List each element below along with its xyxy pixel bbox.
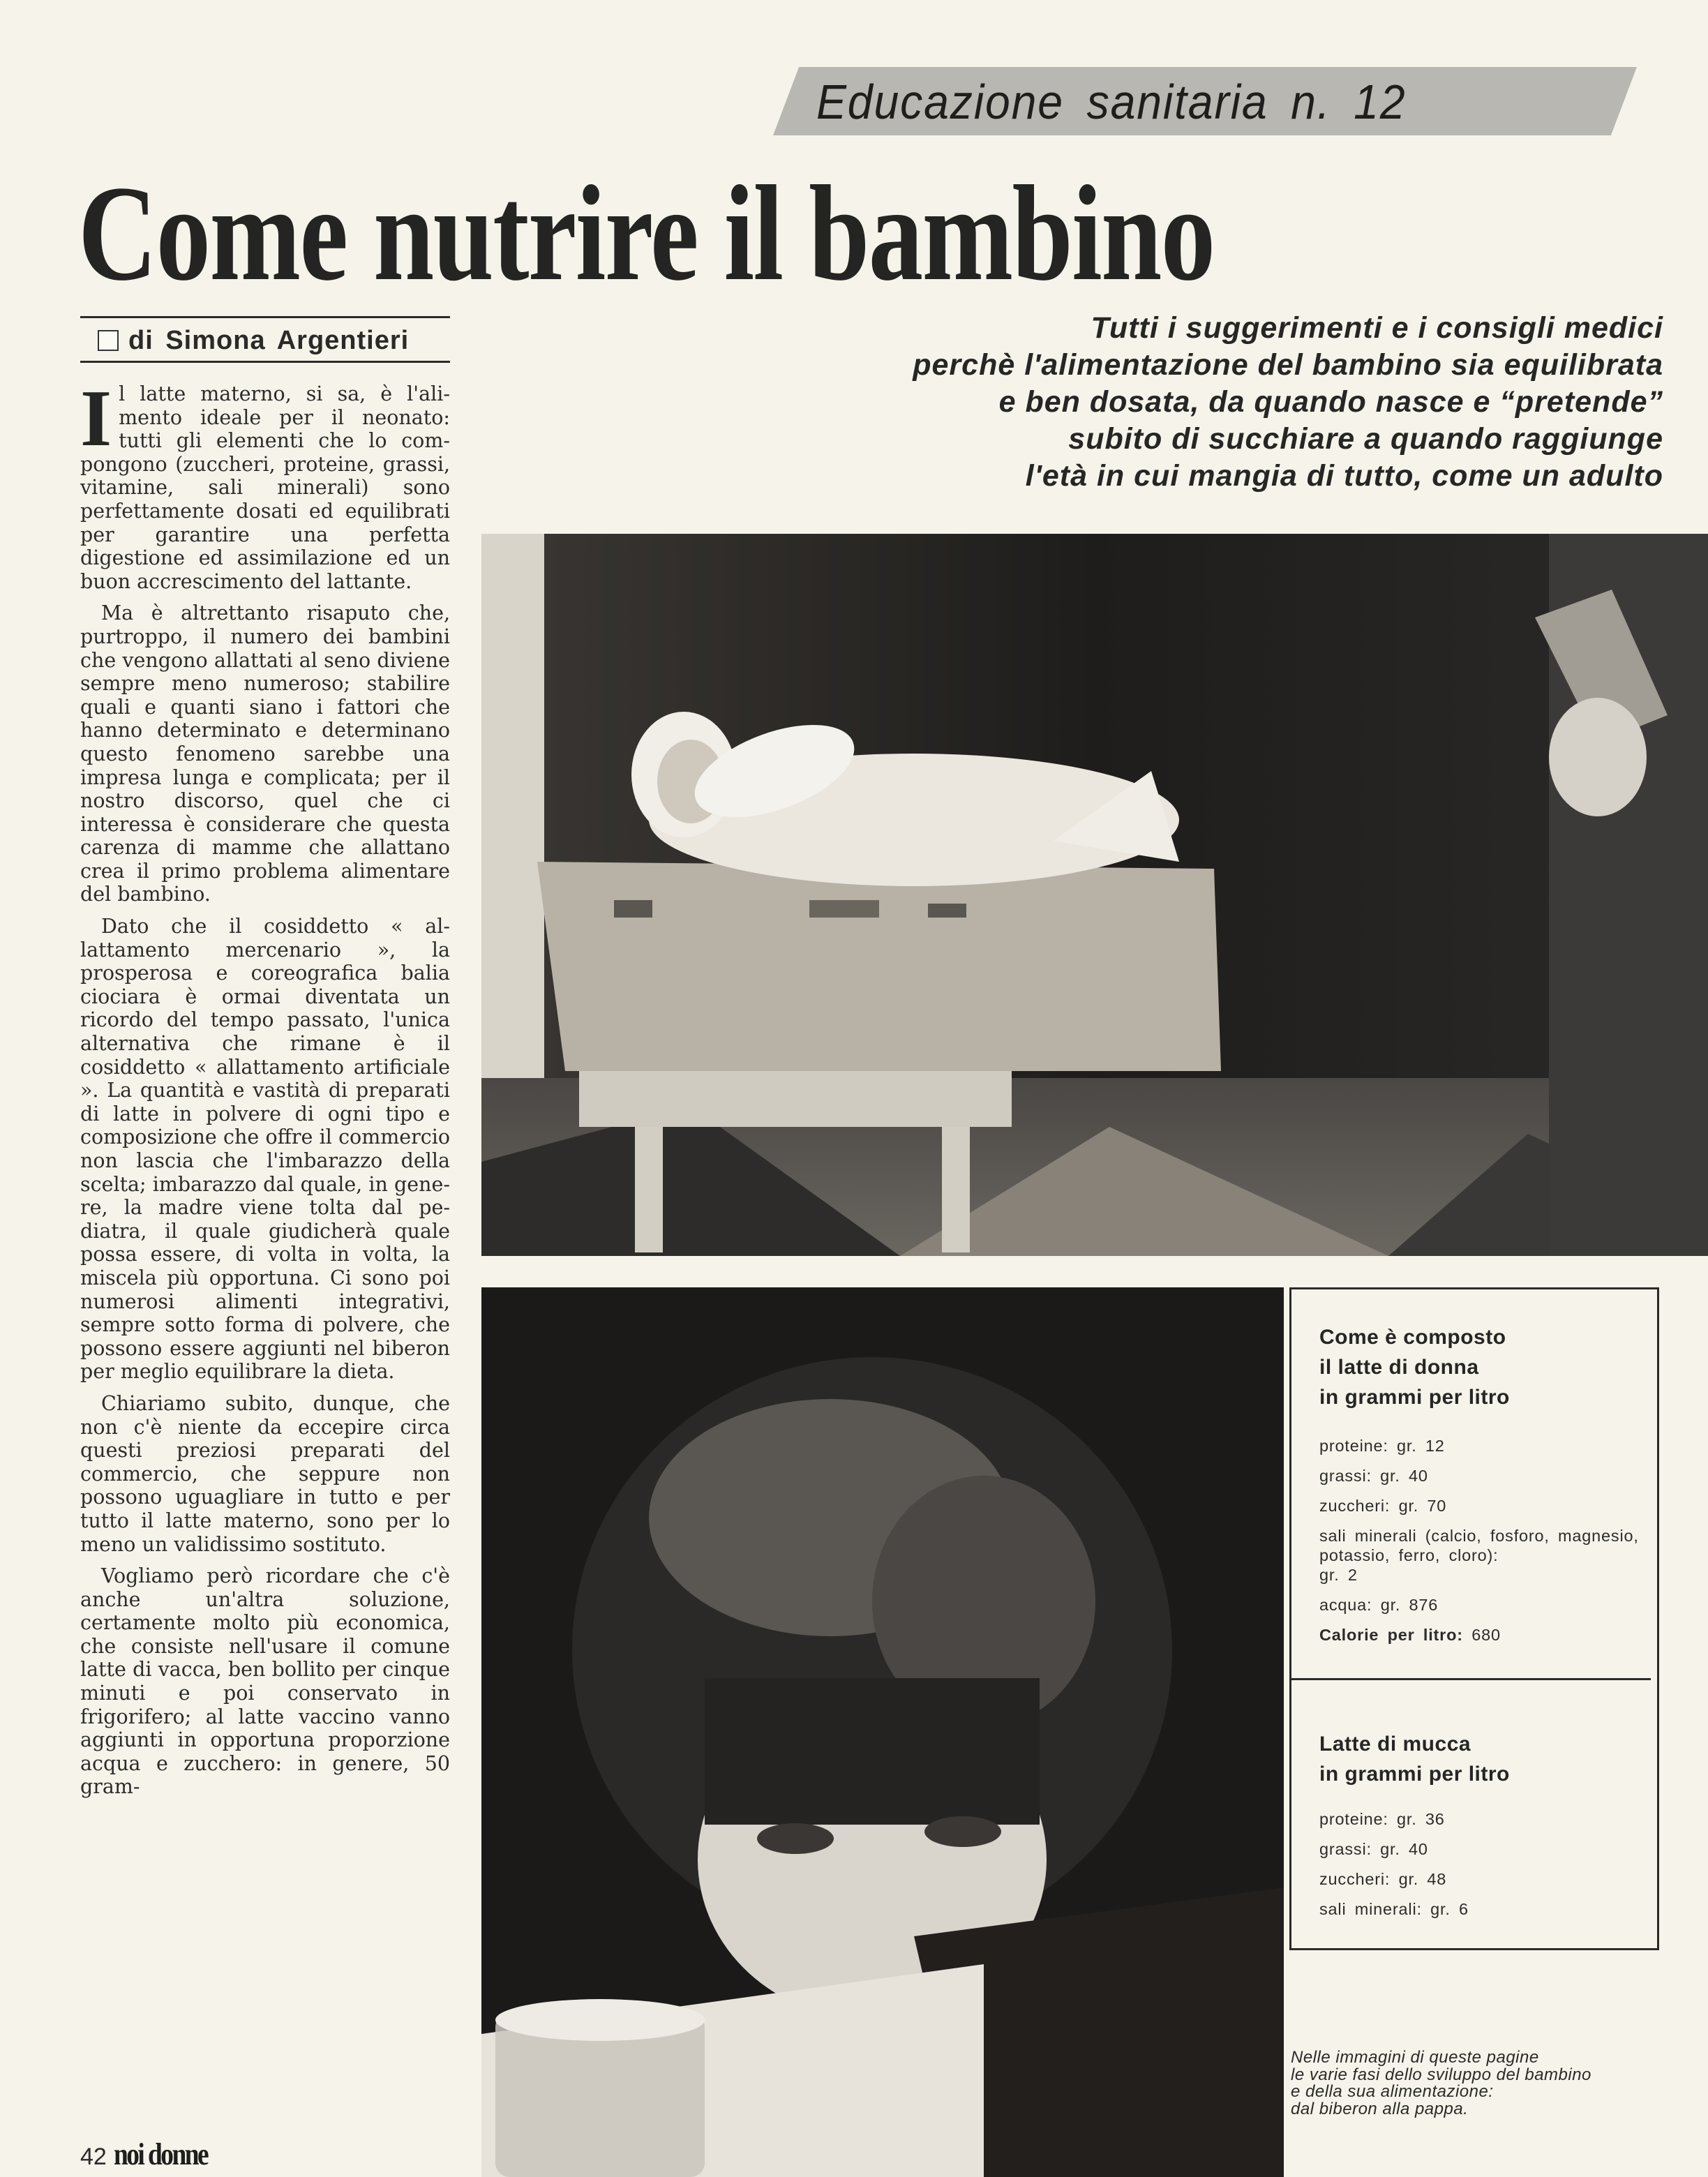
body-paragraph: Dato che il cosiddetto « allattamento mercenario », la prosperosa e coreografica balia ciociara è ormai diventata un ricordo del tempo passato, l'unica alternativa che rimane è il cosiddetto « allattamento artificiale ». La quantità e vastità di preparati di latte in polvere di ogni tipo e composizione che offre il commercio non lascia che l'imbarazzo della scelta; imbarazzo dal quale, in genere, la madre viene tolta dal pediatra, il quale giudicherà quale possa essere, di volta in volta, la miscela più opportuna. Ci sono poi numerosi alimenti integrativi, sempre sotto forma di polvere, che possono essere aggiunti nel biberon per meglio equilibrare la dieta.: [80, 915, 450, 1384]
byline-rule-top: [80, 316, 450, 318]
nutrient-label: grassi:: [1319, 1467, 1372, 1485]
photo-baby-cradle-illustration: [481, 534, 1708, 1256]
standfirst-line: Tutti i suggerimenti e i consigli medici: [1091, 311, 1663, 345]
magazine-logo: noi donne: [113, 2137, 207, 2171]
nutrient-row: [1319, 1899, 1643, 1919]
caption-line: dal biberon alla pappa.: [1291, 2099, 1469, 2118]
photo-caption: [1291, 2049, 1681, 2118]
heading-line: Latte di mucca: [1319, 1733, 1471, 1756]
nutrient-row: [1319, 1595, 1643, 1615]
calories-value: 680: [1471, 1626, 1501, 1644]
paragraph-text: l latte materno, si sa, è l'alimento ideale per il neonato: tutti gli elementi che lo compongono (zuccheri, proteine, grassi, vitamine, sali minerali) sono perfettamente dosati ed equilibrati per garantire una perfetta digestione ed assimilazione ed un buon accrescimento del lattante.: [80, 382, 450, 593]
standfirst-line: l'età in cui mangia di tutto, come un adulto: [1025, 459, 1663, 493]
photo-baby-cradle: [481, 534, 1708, 1256]
cow-milk-list: [1319, 1809, 1643, 1929]
nutrient-value: gr. 2: [1319, 1566, 1358, 1584]
nutrient-value: gr. 48: [1398, 1870, 1447, 1888]
heading-line: il latte di donna: [1319, 1356, 1479, 1379]
nutrient-row: [1319, 1869, 1643, 1889]
nutrient-label: proteine:: [1319, 1810, 1388, 1828]
article-title: Come nutrire il bambino: [78, 158, 1215, 309]
human-milk-heading: [1319, 1322, 1510, 1412]
byline-rule-bottom: [80, 361, 450, 363]
page-number: 42: [80, 2144, 107, 2170]
nutrient-label: acqua:: [1319, 1596, 1372, 1614]
body-paragraph: Chiariamo subito, dunque, che non c'è niente da eccepire circa questi preziosi preparati del commercio, che seppure non possono uguagliare in tutto e per tutto il latte materno, sono per lo meno un validissimo sostituto.: [80, 1391, 450, 1556]
heading-line: Come è composto: [1319, 1326, 1506, 1349]
calories-row: [1319, 1625, 1643, 1645]
nutrient-value: gr. 40: [1380, 1840, 1428, 1858]
author-name: di Simona Argentieri: [128, 325, 410, 355]
nutrient-row: [1319, 1526, 1643, 1585]
standfirst-line: subito di succhiare a quando raggiunge: [1068, 422, 1663, 456]
photo-child-glass: [481, 1287, 1284, 2177]
standfirst-line: e ben dosata, da quando nasce e “pretende”: [998, 385, 1663, 419]
nutrient-value: gr. 6: [1430, 1900, 1469, 1918]
heading-line: in grammi per litro: [1319, 1763, 1510, 1786]
cow-milk-heading: [1319, 1729, 1510, 1789]
nutrient-row: [1319, 1496, 1643, 1516]
nutrient-label: sali minerali:: [1319, 1900, 1422, 1918]
human-milk-list: [1319, 1436, 1643, 1655]
nutrient-value: gr. 40: [1380, 1467, 1428, 1485]
calories-label: Calorie per litro:: [1319, 1626, 1463, 1644]
nutrient-label: zuccheri:: [1319, 1497, 1391, 1515]
box-divider: [1291, 1678, 1651, 1680]
nutrient-row: [1319, 1436, 1643, 1456]
nutrient-row: [1319, 1809, 1643, 1829]
body-paragraph: Vogliamo però ricordare che c'è anche un'altra soluzione, certamente molto più economica, che consiste nell'usare il comune latte di vacca, ben bollito per cinque minuti e poi conservato in frigorifero; al latte vaccino vanno aggiunti in opportuna proporzione acqua e zucchero: in genere, 50 gram-: [80, 1564, 450, 1799]
caption-line: Nelle immagini di queste pagine: [1291, 2048, 1539, 2067]
nutrient-label: zuccheri:: [1319, 1870, 1391, 1888]
photo-child-glass-illustration: [481, 1287, 1284, 2177]
article-body: [80, 374, 450, 1807]
nutrient-value: gr. 876: [1380, 1596, 1439, 1614]
byline: [98, 322, 409, 359]
nutrient-label: sali minerali (calcio, fosforo, magnesio, potassio, ferro, cloro):: [1319, 1527, 1639, 1564]
section-banner: Educazione sanitaria n. 12: [816, 75, 1407, 129]
nutrient-label: proteine:: [1319, 1437, 1388, 1455]
nutrient-label: grassi:: [1319, 1840, 1372, 1858]
standfirst-line: perchè l'alimentazione del bambino sia equilibrata: [913, 348, 1663, 382]
caption-line: e della sua alimentazione:: [1291, 2082, 1494, 2101]
nutrient-value: gr. 12: [1397, 1437, 1445, 1455]
drop-cap: I: [80, 374, 112, 463]
heading-line: in grammi per litro: [1319, 1386, 1510, 1409]
standfirst: [687, 310, 1663, 495]
nutrient-row: [1319, 1466, 1643, 1486]
nutrient-value: gr. 70: [1398, 1497, 1447, 1515]
body-paragraph: [80, 374, 450, 593]
nutrient-value: gr. 36: [1397, 1810, 1445, 1828]
milk-composition-box: [1289, 1287, 1659, 1950]
page-footer: [80, 2137, 223, 2172]
nutrient-row: [1319, 1839, 1643, 1859]
body-paragraph: Ma è altrettanto risaputo che, purtroppo, il numero dei bambini che vengono allattati al seno diviene sempre meno numeroso; stabilire quali e quanti siano i fattori che hanno determinato e determinano questo fenomeno sarebbe una impresa lunga e complicata; per il nostro discorso, quel che ci interessa è considerare che questa carenza di mamme che allattano crea il primo problema alimentare del bambino.: [80, 601, 450, 906]
square-bullet-icon: [98, 330, 119, 351]
caption-line: le varie fasi dello sviluppo del bambino: [1291, 2065, 1591, 2084]
